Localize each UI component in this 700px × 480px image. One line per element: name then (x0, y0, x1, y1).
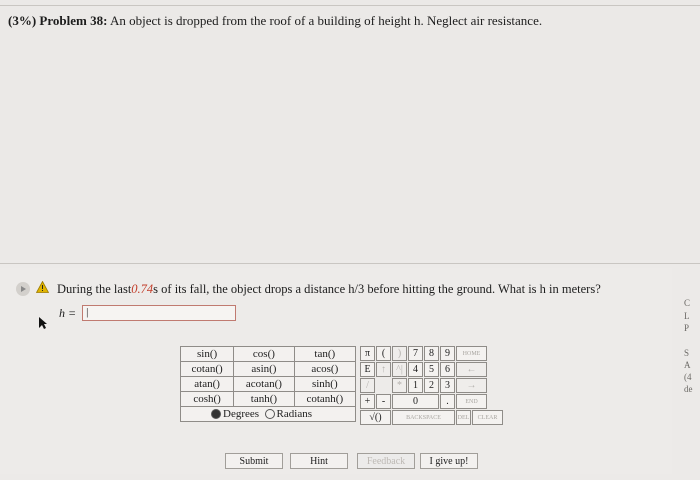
fn-acotan[interactable]: acotan() (234, 377, 294, 392)
fn-cos[interactable]: cos() (234, 347, 294, 362)
keypad-spacer (488, 378, 503, 393)
side-letter-6: (4 (684, 372, 692, 382)
key-home[interactable]: HOME (456, 346, 487, 361)
fn-sinh[interactable]: sinh() (294, 377, 355, 392)
question-text-1: During the last (57, 281, 132, 296)
question-text-2: s of its fall, the object drops a distance h/3 before hitting the ground. What is h in meters? (153, 281, 601, 296)
key-left-arrow[interactable]: ← (456, 362, 487, 377)
radians-radio[interactable] (265, 409, 275, 419)
key-slash[interactable]: / (360, 378, 375, 393)
key-sqrt[interactable]: √() (360, 410, 391, 425)
key-power[interactable]: ^| (392, 362, 407, 377)
radians-label: Radians (276, 408, 312, 420)
key-backspace[interactable]: BACKSPACE (392, 410, 455, 425)
fn-cotan[interactable]: cotan() (181, 362, 234, 377)
key-dot[interactable]: . (440, 394, 455, 409)
side-letter-2: L (684, 311, 690, 321)
keypad-spacer (488, 362, 503, 377)
warning-icon (36, 281, 49, 297)
key-star[interactable]: * (392, 378, 407, 393)
calculator-keypad (360, 346, 503, 425)
keypad-spacer (488, 394, 503, 409)
problem-label: Problem 38: (39, 13, 108, 28)
keypad-spacer (488, 346, 503, 361)
key-end[interactable]: END (456, 394, 487, 409)
key-lparen[interactable]: ( (376, 346, 391, 361)
key-0[interactable]: 0 (392, 394, 439, 409)
key-4[interactable]: 4 (408, 362, 423, 377)
key-del[interactable]: DEL (456, 410, 471, 425)
side-letter-5: A (684, 360, 691, 370)
submit-button[interactable]: Submit (225, 453, 283, 469)
key-5[interactable]: 5 (424, 362, 439, 377)
top-divider (0, 5, 700, 6)
answer-row (59, 305, 236, 321)
fn-asin[interactable]: asin() (234, 362, 294, 377)
side-letter-7: de (684, 384, 693, 394)
key-pi[interactable]: π (360, 346, 375, 361)
keypad-spacer (376, 378, 391, 393)
section-divider (0, 263, 700, 264)
fn-acos[interactable]: acos() (294, 362, 355, 377)
fn-cosh[interactable]: cosh() (181, 392, 234, 407)
function-table (180, 346, 356, 422)
question-time-value: 0.74 (131, 281, 154, 296)
angle-mode-row (181, 407, 356, 422)
fn-cotanh[interactable]: cotanh() (294, 392, 355, 407)
key-up[interactable]: ↑ (376, 362, 391, 377)
degrees-radio[interactable] (211, 409, 221, 419)
feedback-button[interactable]: Feedback (357, 453, 415, 469)
mouse-cursor-icon (38, 316, 48, 335)
key-rparen[interactable]: ) (392, 346, 407, 361)
fn-atan[interactable]: atan() (181, 377, 234, 392)
key-minus[interactable]: - (376, 394, 391, 409)
key-clear[interactable]: CLEAR (472, 410, 503, 425)
side-letter-1: C (684, 298, 691, 308)
key-9[interactable]: 9 (440, 346, 455, 361)
answer-input[interactable]: | (82, 305, 236, 321)
key-1[interactable]: 1 (408, 378, 423, 393)
key-3[interactable]: 3 (440, 378, 455, 393)
key-right-arrow[interactable]: → (456, 378, 487, 393)
fn-tan[interactable]: tan() (294, 347, 355, 362)
degrees-label: Degrees (223, 408, 260, 420)
question-row (16, 281, 601, 297)
hint-button[interactable]: Hint (290, 453, 348, 469)
problem-weight: (3%) (8, 13, 37, 28)
play-icon[interactable] (16, 282, 30, 296)
key-plus[interactable]: + (360, 394, 375, 409)
problem-text: An object is dropped from the roof of a building of height h. Neglect air resistance. (109, 13, 543, 28)
key-8[interactable]: 8 (424, 346, 439, 361)
key-6[interactable]: 6 (440, 362, 455, 377)
key-7[interactable]: 7 (408, 346, 423, 361)
answer-label: h = (59, 305, 77, 320)
fn-sin[interactable]: sin() (181, 347, 234, 362)
side-letter-3: P (684, 323, 690, 333)
fn-tanh[interactable]: tanh() (234, 392, 294, 407)
problem-statement (8, 13, 542, 29)
key-2[interactable]: 2 (424, 378, 439, 393)
key-e[interactable]: E (360, 362, 375, 377)
give-up-button[interactable]: I give up! (420, 453, 478, 469)
side-letter-4: S (684, 348, 690, 358)
